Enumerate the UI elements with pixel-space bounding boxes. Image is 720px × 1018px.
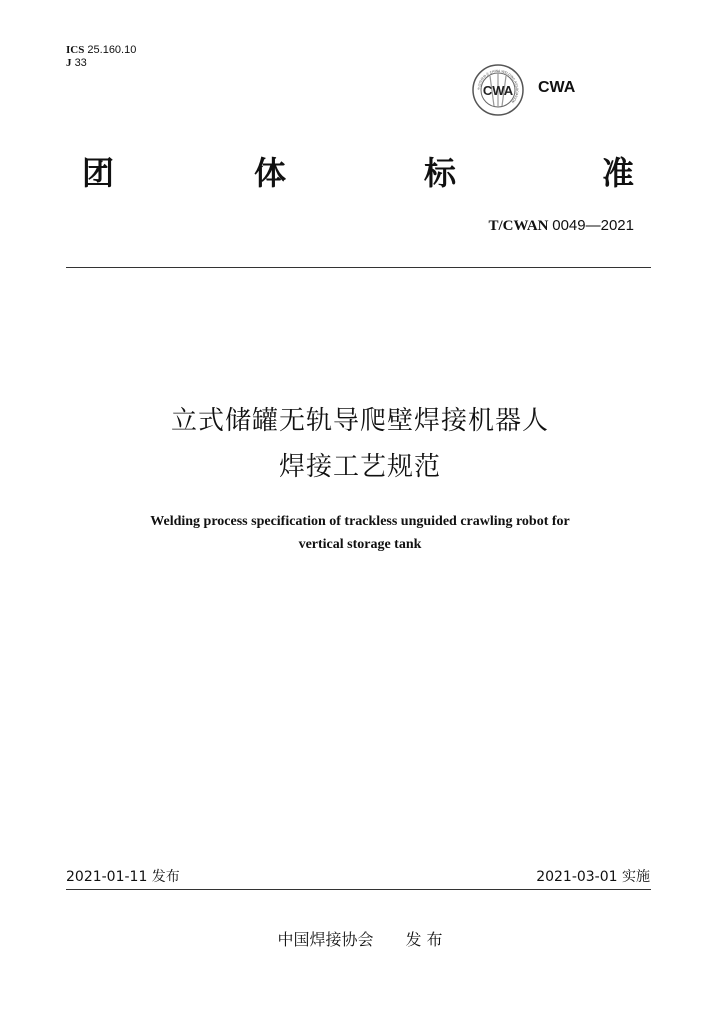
standard-code: 0049—2021 <box>552 217 634 234</box>
publisher <box>0 927 720 950</box>
category-char-1: 团 <box>82 154 115 192</box>
category-char-3: 标 <box>424 154 457 192</box>
ics-code: 25.160.10 <box>87 44 137 56</box>
ics-label: ICS <box>66 44 85 56</box>
category-char-2: 体 <box>254 154 287 192</box>
title-cn-line2: 焊接工艺规范 <box>278 452 441 482</box>
publisher-action: 发 布 <box>405 930 443 949</box>
logo-wordmark: CWA <box>538 79 576 96</box>
title-en-line2: vertical storage tank <box>298 537 422 552</box>
top-divider <box>66 267 651 268</box>
ccs-code: 33 <box>74 57 87 69</box>
issue-date: 2021-01-11 发布 <box>66 869 180 885</box>
publisher-name: 中国焊接协会 <box>277 930 374 949</box>
title-cn-line1: 立式储罐无轨导爬壁焊接机器人 <box>170 406 549 436</box>
bottom-divider <box>66 889 651 890</box>
classification-codes <box>66 44 136 70</box>
title-en-line1: Welding process specification of trackless unguided crawling robot for <box>150 514 570 529</box>
logo-ring-text: 中国焊接协会 CHINA WELDING ASSOCIATION <box>476 68 520 104</box>
implement-date: 2021-03-01 实施 <box>536 869 650 885</box>
standard-number <box>488 217 634 235</box>
category-char-4: 准 <box>602 154 635 192</box>
standard-prefix: T/CWAN <box>488 218 549 234</box>
ccs-label: J <box>66 57 72 69</box>
logo-center-text: CWA <box>482 83 514 98</box>
cwa-logo-icon <box>472 64 524 116</box>
